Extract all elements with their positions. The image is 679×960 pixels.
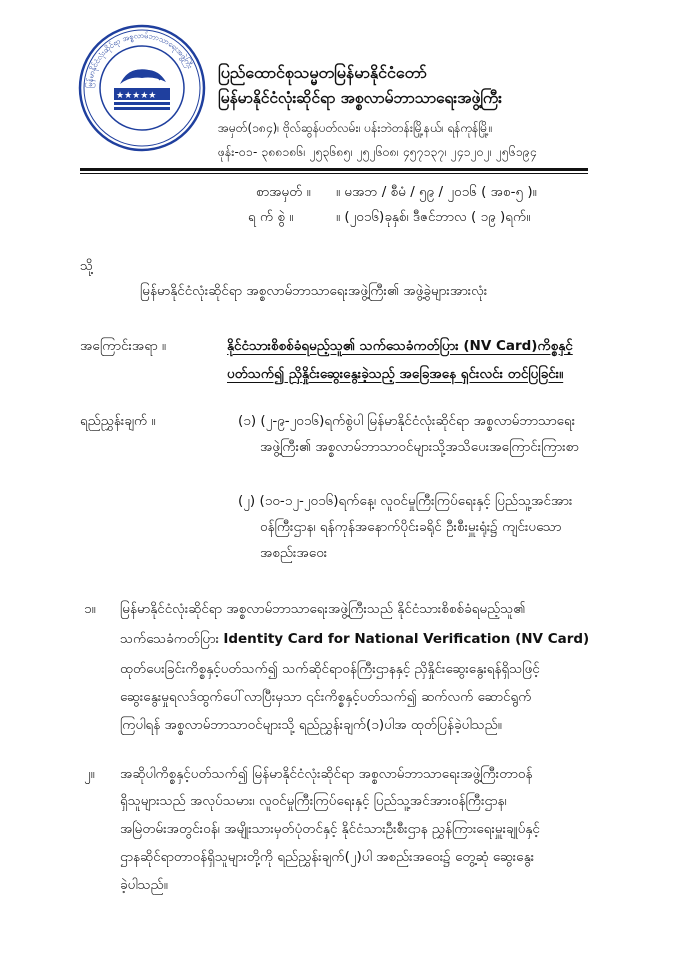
org-name-line2: မြန်မာနိုင်ငံလုံးဆိုင်ရာ အစ္စလာမ်ဘာသာရေးအဖွဲ့ကြီး (218, 89, 503, 107)
subject-line1: နိုင်ငံသားစိစစ်ခံရမည့်သူ၏ သက်သေခံကတ်ပြား (NV Card)ကိစ္စနှင့် (227, 338, 573, 354)
paragraph2-line1: အဆိုပါကိစ္စနှင့်ပတ်သက်၍ မြန်မာနိုင်ငံလုံးဆိုင်ရာ အစ္စလာမ်ဘာသာရေးအဖွဲ့ကြီးတာဝန် (120, 766, 533, 782)
header-divider-thin (80, 173, 588, 174)
paragraph2-line4: ဌာနဆိုင်ရာတာဝန်ရှိသူများတို့ကို ရည်ညွှန်းချက်(၂)ပါ အစည်းအဝေး၌ တွေ့ဆုံ ဆွေးနွေး (120, 849, 535, 865)
ref-number-label: စာအမှတ် ။ (256, 184, 311, 200)
paragraph2-line2: ရှိသူများသည် အလုပ်သမား၊ လူဝင်မှုကြီးကြပ်ရေးနှင့် ပြည်သူ့အင်အားဝန်ကြီးဌာန၊ (120, 793, 507, 809)
references-label: ရည်ညွှန်းချက် ။ (80, 413, 156, 429)
paragraph2-line5: ခဲ့ပါသည်။ (120, 877, 168, 893)
reference-item1-line1: (၁) (၂-၉-၂၀၁၆)ရက်စွဲပါ မြန်မာနိုင်ငံလုံးဆိုင်ရာ အစ္စလာမ်ဘာသာရေး (238, 413, 576, 429)
paragraph1-number: ၁။ (84, 601, 96, 617)
svg-text:★★★★★: ★★★★★ (116, 91, 157, 101)
recipient-to: သို့ (80, 258, 94, 274)
paragraph1-line4: ဆွေးနွေးမှုရလဒ်ထွက်ပေါ်လာပြီးမှသာ ၎င်းကိစ္စနှင့်ပတ်သက်၍ ဆက်လက် ဆောင်ရွက် (120, 689, 532, 705)
header-divider-thick (80, 168, 588, 171)
recipient-line: မြန်မာနိုင်ငံလုံးဆိုင်ရာ အစ္စလာမ်ဘာသာရေးအဖွဲ့ကြီး၏ အဖွဲ့ခွဲများအားလုံး (140, 283, 488, 299)
seal-ring-text: မြန်မာနိုင်ငံလုံးဆိုင်ရာ အစ္စလာမ်ဘာသာရေးအဖွဲ့ကြီး (84, 30, 195, 89)
date-value: ။ (၂၀၁၆)ခုနှစ်၊ ဒီဇင်ဘာလ ( ၁၉ )ရက်။ (336, 209, 531, 225)
reference-item2-line2: ဝန်ကြီးဌာန၊ ရန်ကုန်အနောက်ပိုင်းခရိုင် ဦးစီးမှူးရုံး၌ ကျင်းပသော (260, 519, 562, 535)
paragraph1-line3: ထုတ်ပေးခြင်းကိစ္စနှင့်ပတ်သက်၍ သက်ဆိုင်ရာဝန်ကြီးဌာနနှင့် ညှိနှိုင်းဆွေးနွေးရန်ရှိသဖြင့် (120, 661, 540, 677)
reference-item2-line1: (၂) (၁၀-၁၂-၂၀၁၆)ရက်နေ့၊ လူဝင်မှုကြီးကြပ်ရေးနှင့် ပြည်သူ့အင်အား (238, 493, 573, 509)
paragraph1-line1: မြန်မာနိုင်ငံလုံးဆိုင်ရာ အစ္စလာမ်ဘာသာရေးအဖွဲ့ကြီးသည် နိုင်ငံသားစိစစ်ခံရမည့်သူ၏ (120, 601, 526, 617)
subject-line2: ပတ်သက်၍ ညှိနှိုင်းဆွေးနွေးခဲ့သည့် အခြေအနေ ရှင်းလင်း တင်ပြခြင်း။ (227, 366, 564, 382)
paragraph1-line2 (120, 630, 589, 650)
paragraph2-number: ၂။ (84, 766, 95, 782)
ref-number-value: ။ မအဘ / စီမံ / ၅၉ / ၂၀၁၆ ( အစ-၅ )။ (336, 184, 537, 200)
org-phone: ဖုန်း-၀၁- ၃၈၈၁၈၆၊ ၂၅၃၆၈၅၊ ၂၅၂၆၀၈၊ ၄၅၇၁၃၇၊ ၂၄၁၂၀၂၊ ၂၅၆၁၉၄ (218, 145, 537, 159)
organization-seal (78, 24, 206, 152)
reference-item1-line2: အဖွဲ့ကြီး၏ အစ္စလာမ်ဘာသာဝင်များသို့အသိပေးအကြောင်းကြားစာ (260, 439, 579, 455)
paragraph1-line2-text: သက်သေခံကတ်ပြား (120, 631, 224, 647)
reference-item2-line3: အစည်းအဝေး (260, 545, 328, 561)
org-name-line1: ပြည်ထောင်စုသမ္မတမြန်မာနိုင်ငံတော် (218, 63, 427, 82)
subject-label: အကြောင်းအရာ ။ (80, 338, 167, 354)
date-label: ရ က် စွဲ ။ (248, 209, 294, 225)
paragraph1-card-name: Identity Card for National Verification (NV Card) (223, 631, 590, 647)
org-address: အမှတ်(၁၈၄)၊ ဗိုလ်ဆွန်ပတ်လမ်း၊ ပန်းဘဲတန်းမြို့နယ်၊ ရန်ကုန်မြို့။ (218, 121, 493, 135)
paragraph2-line3: အမြဲတမ်းအတွင်းဝန်၊ အမျိုးသားမှတ်ပုံတင်နှင့် နိုင်ငံသားဦးစီးဌာန ညွှန်ကြားရေးမှူးချုပ်နှင့် (120, 821, 540, 837)
paragraph1-line5: ကြပါရန် အစ္စလာမ်ဘာသာဝင်များသို့ ရည်ညွှန်းချက်(၁)ပါအ ထုတ်ပြန်ခဲ့ပါသည်။ (120, 717, 502, 733)
